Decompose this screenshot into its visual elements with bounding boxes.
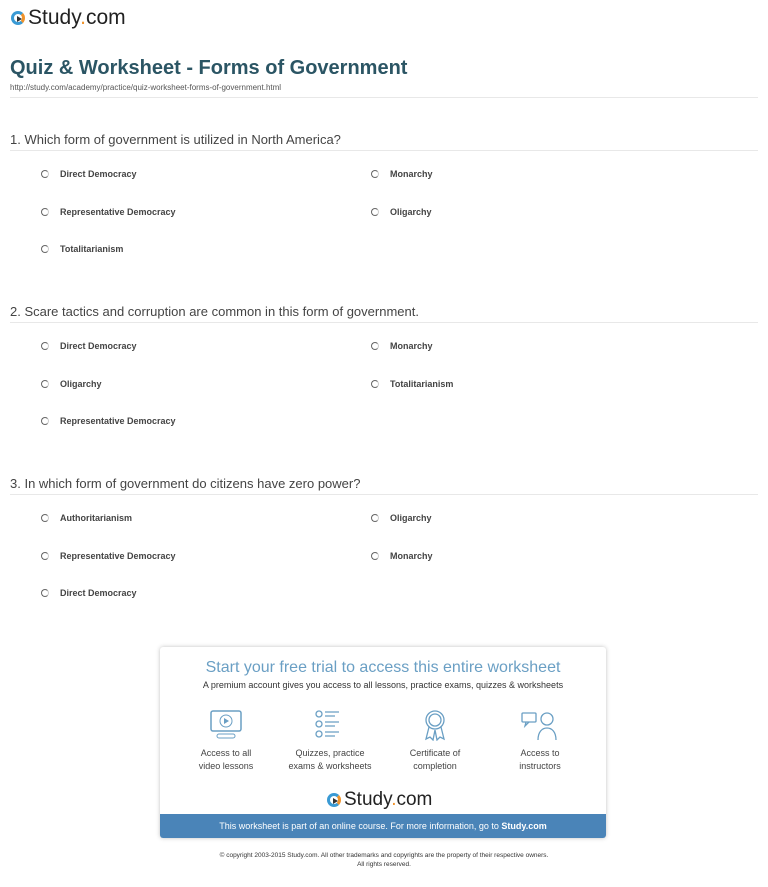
feature-label-line1: Certificate of bbox=[409, 748, 461, 758]
answer-option[interactable] bbox=[371, 513, 432, 523]
answer-option[interactable] bbox=[371, 169, 433, 179]
radio-button[interactable] bbox=[41, 514, 49, 522]
radio-button[interactable] bbox=[41, 342, 49, 350]
bar-text: This worksheet is part of an online course. For more information, go to bbox=[219, 821, 502, 831]
radio-button[interactable] bbox=[371, 170, 379, 178]
option-label: Representative Democracy bbox=[60, 550, 176, 561]
question-text: 1. Which form of government is utilized in North America? bbox=[10, 132, 341, 147]
instructor-icon bbox=[520, 709, 560, 741]
feature-instructors bbox=[485, 709, 595, 773]
divider bbox=[10, 322, 758, 323]
answer-option[interactable] bbox=[41, 169, 137, 179]
video-lesson-icon bbox=[209, 709, 243, 741]
radio-button[interactable] bbox=[41, 552, 49, 560]
answer-option[interactable] bbox=[41, 588, 137, 598]
promo-study-logo[interactable] bbox=[327, 789, 432, 811]
option-label: Monarchy bbox=[390, 169, 433, 179]
feature-quizzes bbox=[275, 709, 385, 773]
feature-label-line2: exams & worksheets bbox=[288, 761, 372, 771]
page-url: http://study.com/academy/practice/quiz-worksheet-forms-of-government.html bbox=[10, 83, 282, 92]
radio-button[interactable] bbox=[371, 208, 379, 216]
radio-button[interactable] bbox=[371, 380, 379, 388]
rights-text: All rights reserved. bbox=[357, 861, 411, 868]
answer-option[interactable] bbox=[41, 207, 176, 217]
radio-button[interactable] bbox=[41, 208, 49, 216]
option-label: Oligarchy bbox=[60, 378, 102, 389]
page-title: Quiz & Worksheet - Forms of Government bbox=[10, 57, 408, 79]
option-label: Totalitarianism bbox=[390, 378, 454, 389]
radio-button[interactable] bbox=[371, 552, 379, 560]
feature-label-line1: Quizzes, practice bbox=[295, 748, 365, 758]
logo-tld: com bbox=[396, 789, 433, 810]
play-logo-icon bbox=[11, 11, 25, 25]
play-logo-icon bbox=[327, 793, 341, 807]
feature-label-line2: instructors bbox=[519, 761, 561, 771]
quiz-list-icon bbox=[313, 709, 347, 741]
feature-label-line2: completion bbox=[413, 761, 457, 771]
feature-certificate bbox=[380, 709, 490, 773]
divider bbox=[10, 494, 758, 495]
logo-dot: . bbox=[391, 789, 397, 810]
radio-button[interactable] bbox=[371, 514, 379, 522]
logo-tld: com bbox=[86, 6, 126, 29]
course-info-bar bbox=[160, 814, 606, 838]
radio-button[interactable] bbox=[41, 417, 49, 425]
option-label: Monarchy bbox=[390, 341, 433, 351]
answer-option[interactable] bbox=[371, 341, 433, 351]
feature-label-line1: Access to all bbox=[200, 748, 252, 758]
logo-dot: . bbox=[80, 6, 86, 29]
option-label: Direct Democracy bbox=[60, 169, 137, 179]
option-label: Representative Democracy bbox=[60, 416, 176, 426]
answer-option[interactable] bbox=[41, 416, 176, 426]
study-link[interactable]: Study.com bbox=[501, 821, 547, 831]
radio-button[interactable] bbox=[41, 170, 49, 178]
answer-option[interactable] bbox=[371, 379, 453, 389]
option-label: Oligarchy bbox=[390, 513, 432, 523]
answer-option[interactable] bbox=[41, 551, 176, 561]
option-label: Oligarchy bbox=[390, 206, 432, 217]
answer-option[interactable] bbox=[371, 207, 432, 217]
option-label: Direct Democracy bbox=[60, 341, 137, 351]
feature-label-line1: Access to bbox=[520, 748, 560, 758]
logo-text: Study bbox=[28, 6, 81, 29]
promo-subtitle: A premium account gives you access to all lessons, practice exams, quizzes & worksheets bbox=[202, 680, 564, 690]
radio-button[interactable] bbox=[41, 245, 49, 253]
answer-option[interactable] bbox=[41, 379, 102, 389]
feature-label-line2: video lessons bbox=[198, 761, 254, 771]
option-label: Monarchy bbox=[390, 550, 433, 561]
radio-button[interactable] bbox=[371, 342, 379, 350]
option-label: Representative Democracy bbox=[60, 206, 176, 217]
answer-option[interactable] bbox=[41, 513, 132, 523]
logo-text: Study bbox=[344, 789, 392, 810]
radio-button[interactable] bbox=[41, 380, 49, 388]
copyright-footer bbox=[0, 851, 768, 869]
question-text: 3. In which form of government do citizens have zero power? bbox=[10, 476, 361, 491]
answer-option[interactable] bbox=[41, 244, 123, 254]
option-label: Direct Democracy bbox=[60, 588, 137, 598]
divider bbox=[10, 97, 758, 98]
radio-button[interactable] bbox=[41, 589, 49, 597]
promo-title: Start your free trial to access this entire worksheet bbox=[205, 659, 561, 676]
question-text: 2. Scare tactics and corruption are common in this form of government. bbox=[10, 304, 419, 319]
answer-option[interactable] bbox=[371, 551, 433, 561]
feature-video-lessons bbox=[171, 709, 281, 773]
option-label: Totalitarianism bbox=[60, 244, 124, 254]
option-label: Authoritarianism bbox=[60, 513, 133, 523]
free-trial-promo bbox=[160, 647, 606, 838]
copyright-text: © copyright 2003-2015 Study.com. All other trademarks and copyrights are the property of their respective owners. bbox=[219, 852, 549, 859]
study-logo[interactable] bbox=[11, 6, 126, 30]
divider bbox=[10, 150, 758, 151]
answer-option[interactable] bbox=[41, 341, 137, 351]
certificate-icon bbox=[418, 709, 452, 741]
